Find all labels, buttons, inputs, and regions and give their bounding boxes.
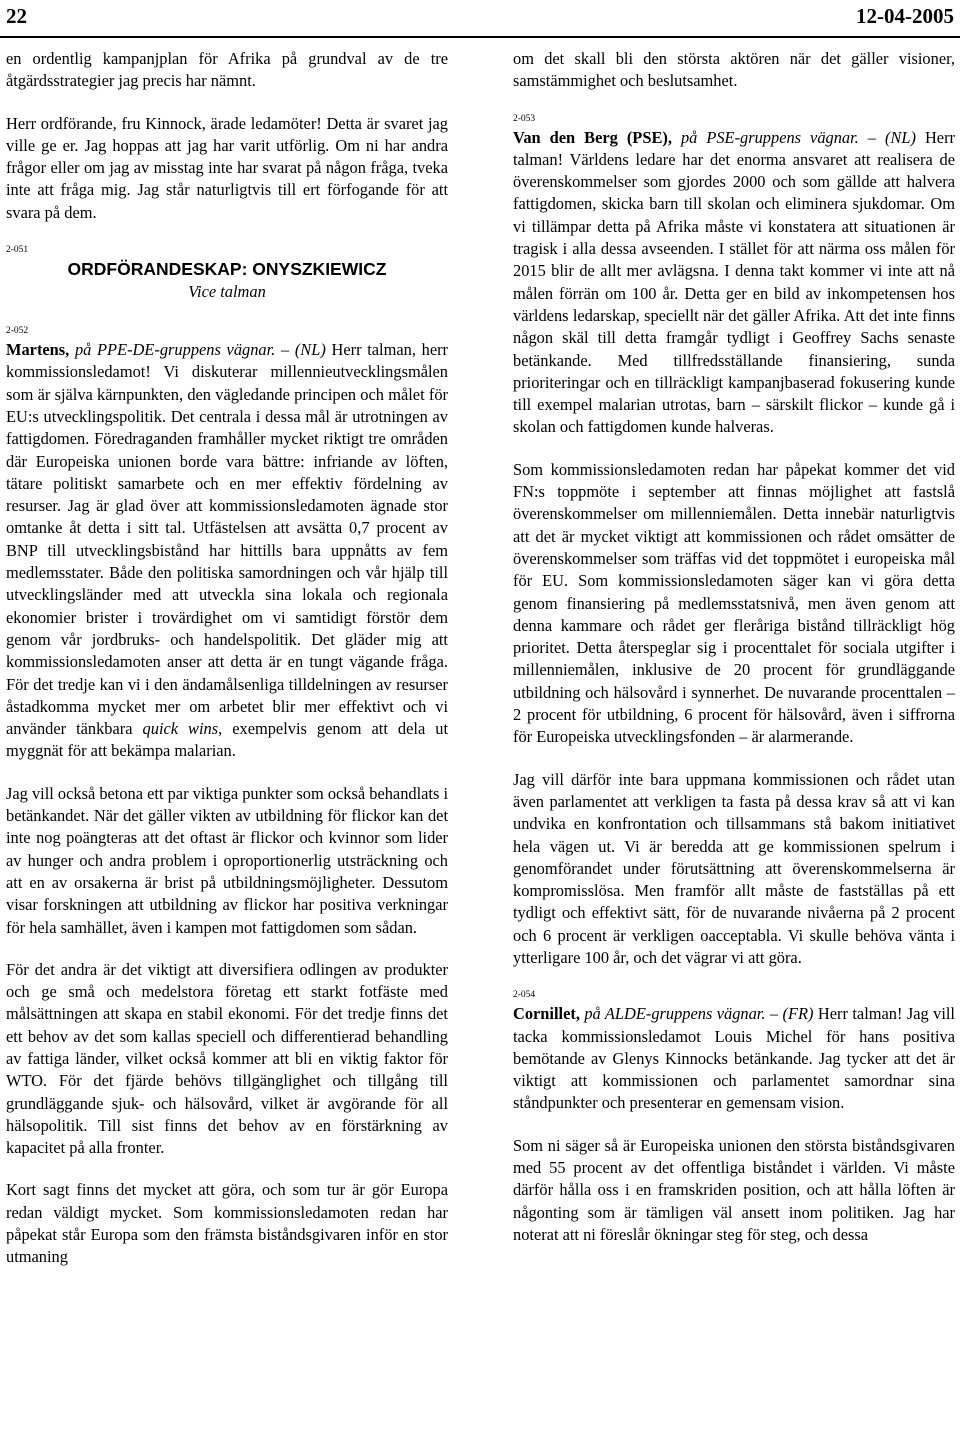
paragraph: Jag vill därför inte bara uppmana kommissionen och rådet utan även parlamentet att verkligen ta fasta på dessa krav så att vi kan undvika en konfrontation och tillsammans stå bakom initiativet hela vägen ut. Vi är beredda att ge kommissionen spelrum i genomförandet under förutsättning att överenskommelserna är kompromisslösa. Men framför allt måste de fastställas på ett tydligt och effektivt sätt, för de nuvarande nivåerna på 2 procent och 6 procent är verkligen oacceptabla. Vi skulle behöva vänta i ytterligare 100 år, och det vägrar vi att göra. [513, 769, 955, 967]
speaker-name: Van den Berg (PSE), [513, 127, 672, 147]
speech-text-tail: , exempelvis genom att dela ut myggnät för att bekämpa malarian. [6, 719, 448, 761]
chair-heading [6, 258, 448, 303]
paragraph: Som kommissionsledamoten redan har påpekat kommer det vid FN:s toppmöte i september att finnas möjlighet att fastslå överenskommelser om millenniemålen. Detta innebär naturligtvis att det är mycket viktigt att kommissionen och rådet omsätter de överenskommelser som träffas vid det toppmötet i europeiska mål för EU. Som kommissionsledamoten säger kan vi göra detta genom finansiering på medlemsstatsnivå, men även genom att denna kammare och rådet ger fleråriga bistånd tillräckligt hög prioritet. Detta återspeglar sig i procenttalet för sociala utgifter i millenniemålen, inklusive de 20 procent för grundläggande utbildning och hälsovård i synnerhet. De nuvarande procenttalen – 2 procent för utbildning, 6 procent för hälsovård, även i siffrorna för Europeiska utvecklingsfonden – är alarmerande. [513, 459, 955, 747]
paragraph: För det andra är det viktigt att diversifiera odlingen av produkter och ge små och medelstora företag ett starkt fotfäste med målsättningen att skapa en stabil ekonomi. För det tredje finns det ett behov av det som kallas speciell och differentierad behandling av fattiga länder, vilket också kommer att bli en viktig faktor för WTO. För det fjärde behövs tillgänglighet och tillgång till grundläggande sjuk- och hälsovård, vilket är avgörande för all hälsopolitik. Till sist finns det behov av en förstärkning av kapacitet på alla fronter. [6, 959, 448, 1158]
header-rule [0, 36, 960, 38]
speaker-name: Martens, [6, 340, 70, 360]
chair-subtitle: Vice talman [188, 282, 266, 302]
paragraph: Herr ordförande, fru Kinnock, ärade ledamöter! Detta är svaret jag ville ge er. Jag hoppas att jag har varit utförlig. Om ni har andra frågor eller om jag av misstag inte har svarat på någon fråga, tveka inte att fråga mig. Jag står naturligtvis till ert förfogande för att svara på dem. [6, 113, 448, 222]
speaker-group: på PSE-gruppens vägnar. – (NL) [680, 127, 916, 147]
speaker-group: på ALDE-gruppens vägnar. – (FR) [584, 1004, 814, 1024]
page-header [6, 0, 954, 32]
item-reference: 2-052 [6, 326, 29, 337]
page-number: 22 [6, 3, 27, 28]
paragraph: om det skall bli den största aktören när det gäller visioner, samstämmighet och beslutsamhet. [513, 49, 955, 91]
speech-text: Herr talman! Jag vill tacka kommissionsledamot Louis Michel för hans positiva bemötande av Glenys Kinnocks betänkande. Jag tycker att det är viktigt att kommissionen och parlamentet samordnar sina ståndpunkter och presenterar en gemensam vision. [513, 1004, 955, 1113]
item-reference: 2-051 [6, 245, 29, 256]
speech-text: Herr talman! Världens ledare har det enorma ansvaret att realisera de överenskommelser som gjordes 2000 och som gällde att halvera fattigdomen, skicka barn till skolan och eliminera sjukdomar. Om vi tillämpar detta på Afrika måste vi konstatera att situationen är tragisk i alla dessa avseenden. I stället för att närma oss målen för 2015 blir de allt mer avlägsna. I denna takt kommer vi inte att nå målen förrän om 100 år. Detta ger en bild av inkompetensen hos världens ledarskap, speciellt när det gäller Afrika. Att det inte finns någon skäl till detta framgår tydligt i Geoffrey Sachs senaste betänkande. Med tillfredsställande finansiering, sunda prioriteringar och en tillräckligt kampanjbaserad fokusering kunde till exempel malarian utrotas, barn – särskilt flickor – kunde gå i skolan och fattigdomen kunde halveras. [513, 127, 955, 437]
paragraph: Jag vill också betona ett par viktiga punkter som också behandlats i betänkandet. När det gäller vikten av utbildning för flickor kan det inte nog poängteras att det oftast är flickor och kvinnor som lider av hunger och andra problem i oproportionerlig utsträckning och att en av orsakerna är brist på utbildningsmöjligheter. Dessutom visar forskningen att utbildning av flickor har positiva verkningar för hela samhället, även i kampen mot fattigdomen som sådan. [6, 783, 448, 937]
item-reference: 2-053 [513, 113, 536, 124]
quick-wins-term: quick wins [142, 719, 219, 739]
left-column [6, 48, 448, 1289]
paragraph: Som ni säger så är Europeiska unionen den största biståndsgivaren med 55 procent av det offentliga biståndet i världen. Vi måste därför hålla oss i en framskriden position, och att hålla löften är någonting som är tämligen väl ansett inom politiken. Jag har noterat att ni föreslår ökningar steg för steg, och dessa [513, 1135, 955, 1244]
paragraph: en ordentlig kampanjplan för Afrika på grundval av de tre åtgärdsstrategier jag precis har nämnt. [6, 49, 448, 91]
item-reference: 2-054 [513, 990, 536, 1001]
speaker-group: på PPE-DE-gruppens vägnar. – (NL) [74, 340, 326, 360]
speech-text: Herr talman, herr kommissionsledamot! Vi diskuterar millennieutvecklingsmålen som är själva kärnpunkten, den vägledande principen och målet för EU:s utvecklingspolitik. Det centrala i dessa mål är utrotningen av fattigdomen. Föredraganden framhåller mycket riktigt tre områden där Europeiska unionen borde vara bättre: infriande av löften, tätare politiskt samarbete och en mer effektiv fördelning av resurser. Jag är glad över att kommissionsledamoten ägnade stor omtanke åt detta i sitt tal. Utfästelsen att avsätta 0,7 procent av BNP till utvecklingsbistånd har hittills bara uppnåtts av fem medlemsstater. Både den politiska samordningen och vår hjälp till utvecklingsländer med att utveckla sina lokala och regionala ekonomier brister i trovärdighet om vi samtidigt förstör dem genom vår jordbruks- och handelspolitik. Det gläder mig att kommissionsledamoten anser att detta är en tungt vägande fråga. För det tredje kan vi i den ändamålsenliga tilldelningen av resurser åstadkomma mycket mer om arbetet blir mer effektivt och vi använder tänkbara [6, 340, 449, 739]
chair-title: ORDFÖRANDESKAP: ONYSZKIEWICZ [67, 259, 387, 280]
speech-paragraph [513, 127, 955, 439]
right-column [513, 48, 955, 1266]
speaker-name: Cornillet, [513, 1004, 580, 1024]
paragraph: Kort sagt finns det mycket att göra, och som tur är gör Europa redan väldigt mycket. Som kommissionsledamoten redan har påpekat står Europa som den främsta biståndsgivaren inför en stor utmaning [6, 1180, 448, 1267]
speech-paragraph [513, 1003, 955, 1114]
speech-paragraph [6, 339, 448, 763]
page-date: 12-04-2005 [856, 3, 954, 28]
